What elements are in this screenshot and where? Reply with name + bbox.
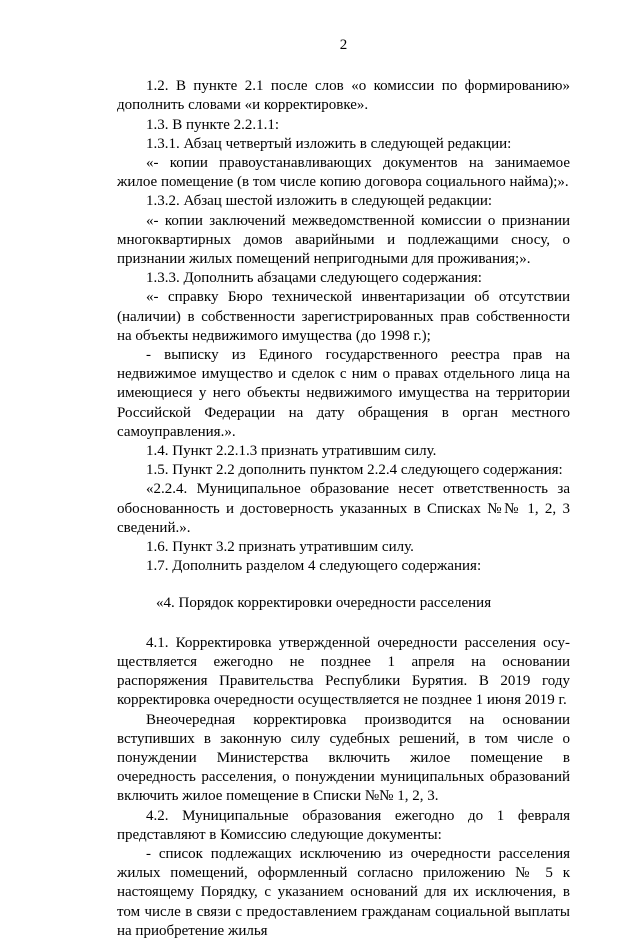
paragraph-exclusion-list: - список подлежащих исключению из очередности расселения жилых помещений, оформленный согласно приложению № 5 к настоящему Порядку, с указанием оснований для их исключения, в том числе в связи с предоставлением гражданам социальной выплаты на приобретение жилья <box>117 845 570 939</box>
paragraph-1-3-3: 1.3.3. Дополнить абзацами следующего содержания: <box>146 270 482 287</box>
paragraph-quote-copies: «- копии правоустанавливающих документов на занимаемое жилое помещение (в том числе копию договора социального найма);». <box>117 155 570 191</box>
paragraph-extraordinary: Внеочередная корректировка производится на основании вступивших в законную силу судебных решений, в том числе о понуждении Министерства включить жилое помещение в очередность расселения, о понуждении муниципальных образований включить жилое помещение в Списки №№ 1, 2, 3. <box>117 711 570 805</box>
paragraph-extract-registry: - выписку из Единого государственного реестра прав на недвижимое имущество и сделок с ним о правах отдельного лица на имеющиеся у него объекты недвижимого имущества на территории Российской Федерации на дату обращения в орган местного самоуправления.». <box>117 347 570 440</box>
paragraph-1-3: 1.3. В пункте 2.2.1.1: <box>146 116 280 133</box>
paragraph-1-6: 1.6. Пункт 3.2 признать утратившим силу. <box>146 539 414 556</box>
paragraph-1-3-1: 1.3.1. Абзац четвертый изложить в следующей редакции: <box>146 135 512 152</box>
paragraph-quote-conclusions: «- копии заключений межведомственной комиссии о признании многоквартирных домов аварийными и подлежащими сносу, о признании жилых помещений непригодными для проживания;». <box>117 212 570 268</box>
paragraph-1-3-2: 1.3.2. Абзац шестой изложить в следующей редакции: <box>146 193 493 210</box>
paragraph-1-7: 1.7. Дополнить разделом 4 следующего содержания: <box>146 558 482 575</box>
page-number: 2 <box>339 37 348 53</box>
paragraph-4-2: 4.2. Муниципальные образования ежегодно до 1 февраля представляют в Комиссию следующие документы: <box>117 807 570 843</box>
paragraph-4-1: 4.1. Корректировка утвержденной очередности расселения осуществляется ежегодно не позднее 1 апреля на основании распоряжения Правительства Республики Бурятия. В 2019 году корректировка очередности осуществляется не позднее 1 июня 2019 г. <box>117 634 570 709</box>
paragraph-1-5: 1.5. Пункт 2.2 дополнить пунктом 2.2.4 следующего содержания: <box>146 462 563 479</box>
section-heading: «4. Порядок корректировки очередности расселения <box>156 595 492 612</box>
paragraph-quote-bti: «- справку Бюро технической инвентаризации об отсутствии (наличии) в собственности зарегистрированных прав собственности на объекты недвижимого имущества (до 1998 г.); <box>117 289 570 344</box>
paragraph-2-2-4: «2.2.4. Муниципальное образование несет ответственность за обоснованность и достоверность указанных в Списках №№ 1, 2, 3 сведений.». <box>117 481 570 536</box>
paragraph-1-4: 1.4. Пункт 2.2.1.3 признать утратившим силу. <box>146 443 437 460</box>
paragraph-1-2: 1.2. В пункте 2.1 после слов «о комиссии по формированию» дополнить словами «и корректировке». <box>117 78 570 114</box>
